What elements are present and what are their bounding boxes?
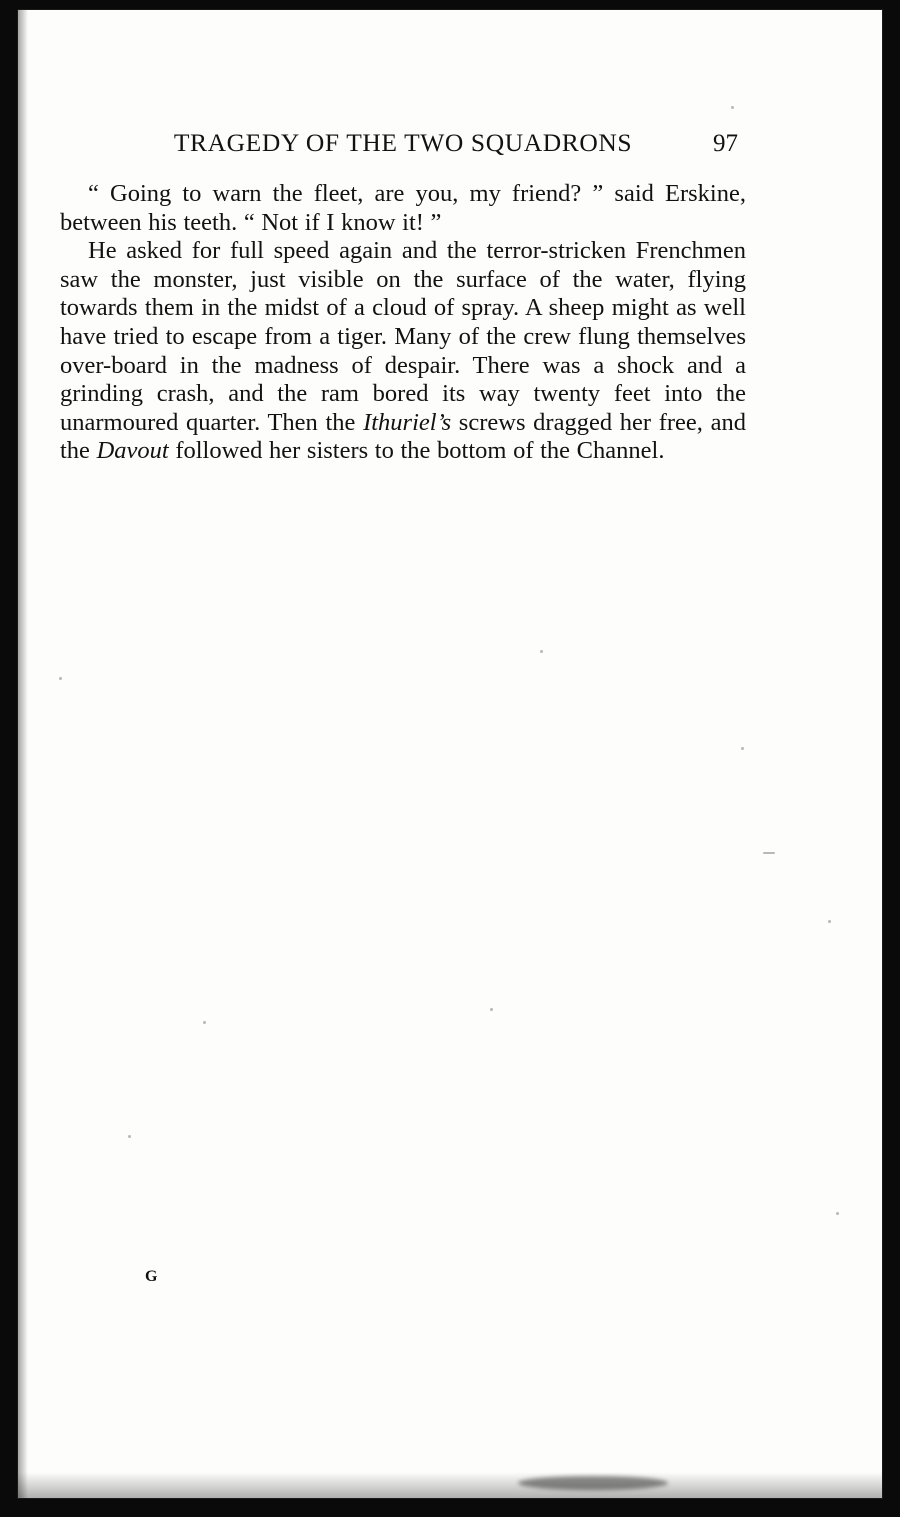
paragraph-2-text-part-3: followed her sisters to the bottom of the Channel. xyxy=(168,437,665,465)
signature-mark: G xyxy=(145,1268,158,1285)
paragraph-1-text: “ Going to warn the fleet, are you, my friend? ” said Erskine, between his teeth. “ Not if I know it! ” xyxy=(60,180,746,236)
scan-smudge xyxy=(518,1476,668,1490)
paragraph-2-text-part-1: He asked for full speed again and the terror-stricken Frenchmen saw the monster, just visible on the surface of the water, flying towards them in the midst of a cloud of spray. A sheep might as well have tried to escape from a tiger. Many of the crew flung themselves over-board in the madness of despair. There was a shock and a grinding crash, and the ram bored its way twenty feet into the unarmoured quarter. Then the xyxy=(60,237,746,436)
paragraph-1 xyxy=(60,180,746,237)
ship-name-davout: Davout xyxy=(96,437,169,465)
scan-speck xyxy=(731,106,734,109)
scan-speck xyxy=(203,1021,206,1024)
scan-speck xyxy=(836,1212,839,1215)
scan-speck xyxy=(59,677,62,680)
running-head: TRAGEDY OF THE TWO SQUADRONS xyxy=(173,128,633,157)
scan-edge-shadow-left xyxy=(18,10,28,1498)
paragraph-2-text-part-2: screws dragged her free, and the xyxy=(60,408,746,465)
scan-edge-shadow-bottom xyxy=(18,1472,882,1498)
page-content xyxy=(60,128,746,466)
scan-speck xyxy=(128,1135,131,1138)
page-header xyxy=(60,128,746,158)
ship-name-ithuriel: Ithuriel’s xyxy=(363,408,452,436)
paragraph-2 xyxy=(60,237,746,466)
page-number: 97 xyxy=(713,130,738,157)
book-page xyxy=(18,10,882,1498)
scan-speck xyxy=(741,747,744,750)
scan-speck xyxy=(490,1008,493,1011)
scan-speck xyxy=(763,852,775,854)
scan-speck xyxy=(540,650,543,653)
scan-speck xyxy=(828,920,831,923)
